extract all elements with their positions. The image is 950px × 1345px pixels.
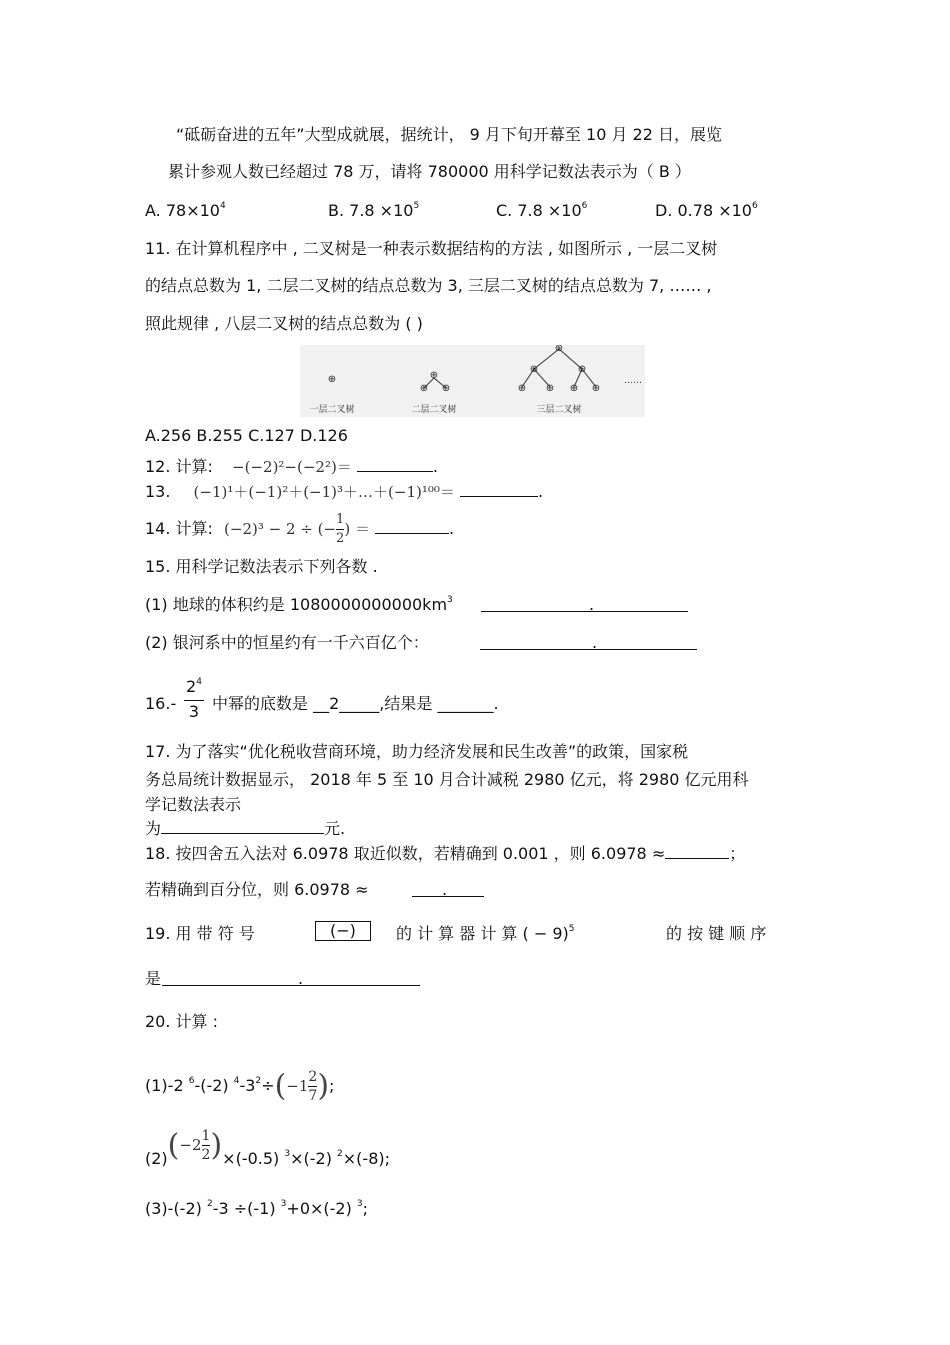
- q20-part3: [145, 1199, 368, 1222]
- q18-line2-text: 若精确到百分位，则 6.0978 ≈: [145, 880, 369, 899]
- right-paren: ): [317, 1068, 330, 1104]
- q16-num-exp: 4: [196, 677, 202, 687]
- answer-blank[interactable]: [665, 844, 729, 859]
- q17-line1: 17. 为了落实“优化税收营商环境，助力经济发展和民生改善”的政策，国家税: [145, 742, 689, 761]
- tree-node: ⊕: [517, 383, 527, 394]
- expr-part: (2): [145, 1149, 168, 1168]
- q17-line4: [145, 819, 345, 839]
- q10-option-c[interactable]: [496, 201, 587, 224]
- q18-line2: [145, 880, 369, 900]
- tree-node: ⊕: [429, 370, 439, 381]
- tree-ellipsis: ……: [624, 376, 642, 386]
- q17-line4-suffix: 元.: [324, 819, 346, 838]
- q13-prefix: 13.: [145, 482, 171, 501]
- tree-node: ⊕: [419, 383, 429, 394]
- blank-dot: .: [298, 969, 304, 988]
- expr-part: ;: [362, 1199, 369, 1218]
- tree-node: ⊕: [327, 374, 337, 385]
- expr-part: (1)-2: [145, 1076, 189, 1095]
- exp: 6: [188, 1076, 195, 1086]
- q18-line1-text: 18. 按四舍五入法对 6.0978 取近似数，若精确到 0.001 ，则 6.0978 ≈: [145, 844, 666, 863]
- option-exp: 4: [219, 201, 226, 211]
- q15-sub1-text: (1) 地球的体积约是 1080000000000km: [145, 595, 448, 614]
- q20-title: 20. 计算 :: [145, 1012, 219, 1031]
- option-label: A. 78×10: [145, 201, 220, 220]
- q11-options: A.256 B.255 C.127 D.126: [145, 426, 348, 445]
- exp: 3: [284, 1149, 291, 1159]
- q11-line3: 照此规律 , 八层二叉树的结点总数为 ( ): [145, 314, 423, 333]
- q11-line1: 11. 在计算机程序中 , 二叉树是一种表示数据结构的方法 , 如图所示 , 一层二叉树: [145, 239, 718, 258]
- tree-node: ⊕: [441, 383, 451, 394]
- q20-part2: [145, 1127, 390, 1185]
- q10-option-a[interactable]: [145, 201, 226, 224]
- left-paren: (: [274, 1068, 287, 1104]
- option-label: C. 7.8 ×10: [496, 201, 582, 220]
- tree-node: ⊕: [554, 345, 564, 354]
- fraction-denominator: 7: [308, 1088, 318, 1104]
- q19-line1-a: 19. 用 带 符 号: [145, 924, 255, 943]
- q19-line2: 是: [145, 969, 162, 988]
- exp: 3: [280, 1199, 287, 1209]
- expr-part: ÷: [261, 1076, 275, 1095]
- q18-line1: [145, 844, 745, 864]
- answer-blank[interactable]: [481, 597, 688, 612]
- q17-line3: 学记数法表示: [145, 795, 242, 814]
- option-exp: 5: [413, 201, 420, 211]
- q14-end: .: [449, 519, 455, 538]
- tree-label-2: 二层二叉树: [411, 405, 457, 415]
- q17-line2: 务总局统计数据显示， 2018 年 5 至 10 月合计减税 2980 亿元，将 2980 亿元用科: [145, 770, 749, 789]
- binary-tree-figure: [300, 345, 645, 417]
- expr-part: -3: [239, 1076, 256, 1095]
- tree-node: ⊕: [577, 364, 587, 375]
- answer-blank[interactable]: [162, 971, 420, 986]
- q16-text: 中幂的底数是 __2_____,结果是 _______.: [212, 694, 499, 713]
- tree-node: ⊕: [529, 364, 539, 375]
- tree-node: ⊕: [569, 383, 579, 394]
- q12-prefix: 12. 计算:: [145, 457, 213, 476]
- blank-dot: .: [442, 880, 448, 899]
- q15-sub1-exp: 3: [447, 595, 453, 605]
- exp: 3: [356, 1199, 363, 1209]
- answer-blank[interactable]: [357, 457, 433, 472]
- q19-expr: 的 计 算 器 计 算 ( − 9): [396, 924, 569, 943]
- q16-prefix: 16.-: [145, 694, 177, 713]
- exp: 4: [233, 1076, 240, 1086]
- q14-prefix: 14. 计算:: [145, 519, 213, 538]
- blank-dot: .: [589, 595, 595, 614]
- answer-blank[interactable]: [460, 482, 538, 497]
- option-label: B. 7.8 ×10: [328, 201, 414, 220]
- q10-line2: 累计参观人数已经超过 78 万，请将 780000 用科学记数法表示为（ B ）: [168, 162, 691, 181]
- expr-part: (3)-(-2): [145, 1199, 207, 1218]
- q14-expr-a: (−2)³ − 2 ÷ (−: [224, 520, 337, 538]
- exp: 2: [206, 1199, 213, 1209]
- q20-part1: [145, 1060, 334, 1112]
- exp: 2: [255, 1076, 262, 1086]
- fraction-numerator: 2: [308, 1069, 318, 1085]
- q13-end: .: [537, 482, 544, 501]
- negative-key-icon: (−): [315, 921, 371, 941]
- blank-dot: .: [592, 633, 598, 652]
- tree-label-3: 三层二叉树: [536, 405, 582, 415]
- answer-blank[interactable]: [375, 519, 449, 534]
- left-paren: (: [167, 1127, 180, 1163]
- q10-option-d[interactable]: [655, 201, 758, 224]
- q18-line1-end: ；: [729, 844, 746, 863]
- q10-line1: “砥砺奋进的五年”大型成就展，据统计， 9 月下旬开幕至 10 月 22 日，展览: [176, 125, 722, 144]
- option-exp: 6: [581, 201, 588, 211]
- q19-exp: 5: [568, 924, 575, 934]
- answer-blank[interactable]: [480, 635, 697, 650]
- exp: 2: [337, 1149, 343, 1159]
- tree-node: ⊕: [591, 383, 601, 394]
- q12-end: .: [432, 457, 439, 476]
- right-paren: ): [210, 1127, 223, 1163]
- expr-part: ×(-8);: [342, 1149, 390, 1168]
- expr-part: ;: [329, 1076, 335, 1095]
- q11-line2: 的结点总数为 1, 二层二叉树的结点总数为 3, 三层二叉树的结点总数为 7, …… ,: [145, 276, 712, 295]
- q19-key: [315, 921, 371, 941]
- fraction-numerator: 1: [201, 1128, 211, 1144]
- fraction-numerator: 2: [186, 677, 197, 696]
- q12: [145, 457, 438, 477]
- q14-expr-b: ) ＝: [344, 520, 370, 538]
- expr-part: −2: [179, 1136, 202, 1154]
- q16-fraction: [184, 677, 204, 723]
- fraction-denominator: 2: [336, 531, 345, 546]
- q12-expr: −(−2)²−(−2²)＝: [232, 458, 352, 476]
- q15-title: 15. 用科学记数法表示下列各数 .: [145, 557, 378, 576]
- q19-line1-b: [396, 924, 575, 947]
- tree-label-1: 一层二叉树: [309, 405, 355, 415]
- fraction-numerator: 1: [336, 511, 344, 530]
- option-exp: 6: [751, 201, 758, 211]
- q19-line1-c: 的 按 键 顺 序: [666, 924, 767, 943]
- expr-part: −1: [286, 1077, 309, 1095]
- q15-sub2: (2) 银河系中的恒星约有一千六百亿个：: [145, 633, 429, 652]
- q13: [145, 482, 543, 502]
- q10-option-b[interactable]: [328, 201, 419, 224]
- expr-part: -3 ÷(-1): [212, 1199, 281, 1218]
- option-label: D. 0.78 ×10: [655, 201, 752, 220]
- mixed-fraction: [308, 1068, 317, 1105]
- expr-part: ×(-0.5): [222, 1149, 285, 1168]
- answer-blank[interactable]: [161, 819, 324, 834]
- q15-sub1: [145, 595, 453, 618]
- expr-part: +0×(-2): [286, 1199, 357, 1218]
- q13-expr: (−1)¹＋(−1)²＋(−1)³＋…＋(−1)¹⁰⁰＝: [193, 483, 455, 501]
- fraction-denominator: 3: [184, 700, 204, 723]
- expr-part: -(-2): [194, 1076, 234, 1095]
- expr-part: ×(-2): [290, 1149, 338, 1168]
- q17-line4-prefix: 为: [145, 819, 162, 838]
- tree-node: ⊕: [545, 383, 555, 394]
- answer-blank[interactable]: [412, 882, 484, 897]
- q14: [145, 511, 454, 551]
- fraction-denominator: 2: [201, 1147, 211, 1163]
